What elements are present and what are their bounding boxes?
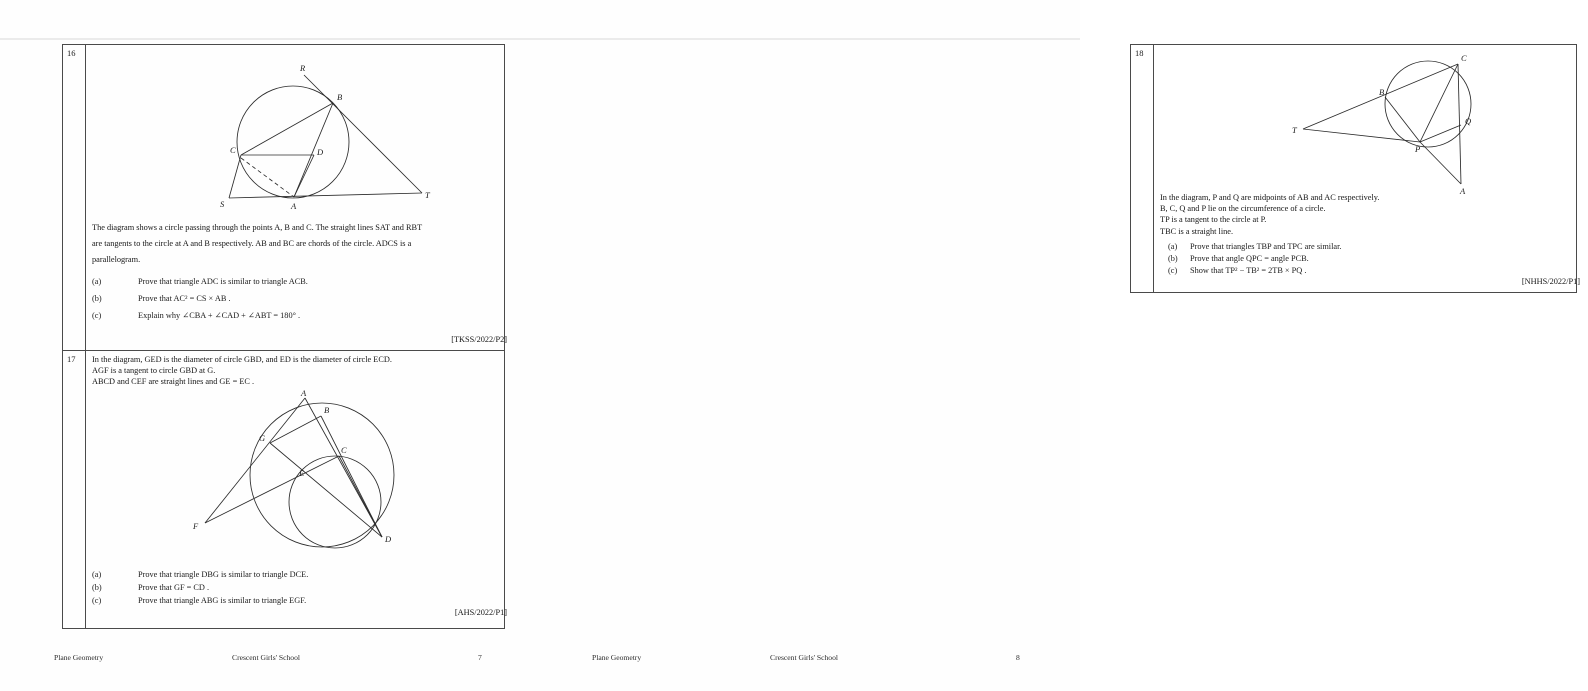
part-text-c-q18: Show that TP² − TB² = 2TB × PQ . [1190, 265, 1307, 275]
diagram-q17 [92, 387, 507, 562]
point-label-b-q17: B [324, 404, 330, 415]
question-16-part-c [92, 307, 507, 324]
part-text-b-q17: Prove that GF = CD . [138, 582, 210, 592]
part-text-c: Explain why ∠CBA + ∠CAD + ∠ABT = 180° . [138, 310, 301, 320]
question-18-part-c [1160, 265, 1580, 277]
point-label-c: C [230, 145, 236, 155]
question-18-part-a [1160, 241, 1580, 253]
line-sat [229, 193, 422, 198]
line-rbt [304, 75, 422, 193]
question-number-17: 17 [63, 351, 86, 629]
footer-school-left: Crescent Girls' School [232, 653, 301, 662]
part-label-b: (b) [92, 293, 102, 303]
diagram-q18-wrapper [1160, 48, 1580, 196]
question-18-part-b [1160, 253, 1580, 265]
footer-page-number-left: 7 [478, 653, 482, 662]
line-tp [1303, 129, 1420, 142]
point-label-t-q18: T [1292, 125, 1297, 135]
question-row-16 [63, 45, 507, 350]
chord-ab [294, 103, 333, 197]
line-cqa [1458, 64, 1461, 184]
diagram-q17-wrapper [92, 387, 507, 562]
part-text-c-q17: Prove that triangle ABG is similar to triangle EGF. [138, 596, 307, 606]
footer-subject-right: Plane Geometry [592, 653, 642, 662]
question-17-part-a [92, 568, 507, 581]
question-18-line-1: In the diagram, P and Q are midpoints of AB and AC respectively. [1160, 193, 1380, 202]
part-label-a-q18: (a) [1168, 241, 1178, 251]
point-label-p-q18: P [1415, 144, 1421, 154]
point-label-r: R [300, 63, 306, 73]
chord-pc [1420, 64, 1458, 142]
part-label-c: (c) [92, 310, 102, 320]
diagram-q16-wrapper [92, 48, 507, 216]
point-label-c-q17: C [341, 444, 347, 455]
scan-artifact-band-right [540, 38, 1080, 40]
page-sheet-right [540, 0, 1580, 691]
part-text-a-q17: Prove that triangle DBG is similar to triangle DCE. [138, 569, 309, 579]
question-18-parts [1160, 241, 1580, 277]
question-table-left [62, 44, 505, 629]
question-18-line-4: TBC is a straight line. [1160, 226, 1234, 236]
line-agf [205, 398, 305, 523]
point-label-a-q17: A [301, 387, 307, 398]
part-label-c-q17: (c) [92, 596, 102, 606]
dashed-segment-ca [241, 158, 294, 197]
question-number-18: 18 [1131, 45, 1154, 292]
question-row-18 [1131, 45, 1580, 292]
point-label-d-q17: D [385, 533, 392, 544]
point-label-f-q17: F [193, 520, 199, 531]
diagram-q16 [92, 48, 507, 216]
question-row-17 [63, 350, 507, 629]
question-18-line-2: B, C, Q and P lie on the circumference of a circle. [1160, 204, 1326, 214]
point-label-a: A [291, 201, 297, 211]
question-16-source: [TKSS/2022/P2] [451, 335, 507, 344]
point-label-b-q18: B [1379, 87, 1385, 97]
diagram-q18 [1160, 48, 1580, 196]
part-label-b-q18: (b) [1168, 253, 1178, 263]
part-label-c-q18: (c) [1168, 265, 1178, 275]
question-17-line-1: In the diagram, GED is the diameter of circle GBD, and ED is the diameter of circle ECD. [92, 355, 392, 364]
segment-pa [1420, 142, 1461, 184]
part-label-b-q17: (b) [92, 582, 102, 592]
question-16-line-3: parallelogram. [92, 255, 141, 265]
part-label-a: (a) [92, 276, 102, 286]
line-cef [205, 456, 339, 523]
part-text-a-q18: Prove that triangles TBP and TPC are similar. [1190, 241, 1342, 251]
segment-cs [229, 155, 241, 198]
point-label-c-q18: C [1461, 53, 1467, 63]
part-text-b: Prove that AC² = CS × AB . [138, 293, 231, 303]
question-body-17 [86, 351, 515, 629]
part-label-a-q17: (a) [92, 569, 102, 579]
point-label-g-q17: G [259, 432, 266, 443]
question-18-line-3: TP is a tangent to the circle at P. [1160, 215, 1267, 225]
question-17-part-b [92, 581, 507, 594]
chord-pb [1385, 97, 1420, 142]
footer-page-number-right: 8 [1016, 653, 1020, 662]
question-body-16 [86, 45, 515, 350]
question-16-part-b [92, 290, 507, 307]
point-label-a-q18: A [1460, 186, 1466, 196]
point-label-b: B [337, 92, 343, 102]
segment-da [294, 155, 314, 197]
point-label-s: S [220, 199, 225, 209]
question-16-line-1: The diagram shows a circle passing through the points A, B and C. The straight lines SAT and RBT [92, 223, 423, 232]
page-sheet-left [0, 0, 540, 691]
question-17-source: [AHS/2022/P1] [454, 608, 507, 617]
question-16-line-2: are tangents to the circle at A and B respectively. AB and BC are chords of the circle. ADCS is a [92, 239, 412, 249]
question-17-parts [92, 568, 507, 608]
footer-subject-left: Plane Geometry [54, 653, 104, 662]
footer-school-right: Crescent Girls' School [770, 653, 839, 662]
question-18-source: [NHHS/2022/P1] [1521, 277, 1580, 286]
part-text-a: Prove that triangle ADC is similar to triangle ACB. [138, 276, 308, 286]
question-table-right [1130, 44, 1580, 293]
part-text-b-q18: Prove that angle QPC = angle PCB. [1190, 253, 1309, 263]
question-17-part-c [92, 594, 507, 607]
question-17-line-2: AGF is a tangent to circle GBD at G. [92, 366, 216, 376]
question-16-parts [92, 273, 507, 324]
scan-artifact-band [0, 38, 540, 40]
question-16-part-a [92, 273, 507, 290]
chord-pq [1420, 125, 1461, 142]
point-label-e-q17: E [299, 467, 305, 478]
point-label-q-q18: Q [1465, 116, 1472, 126]
question-body-18 [1154, 45, 1588, 292]
chord-gb [270, 416, 321, 443]
question-number-16: 16 [63, 45, 86, 350]
point-label-t: T [425, 190, 430, 200]
question-17-line-3: ABCD and CEF are straight lines and GE = EC . [92, 377, 255, 387]
point-label-d: D [317, 147, 324, 157]
